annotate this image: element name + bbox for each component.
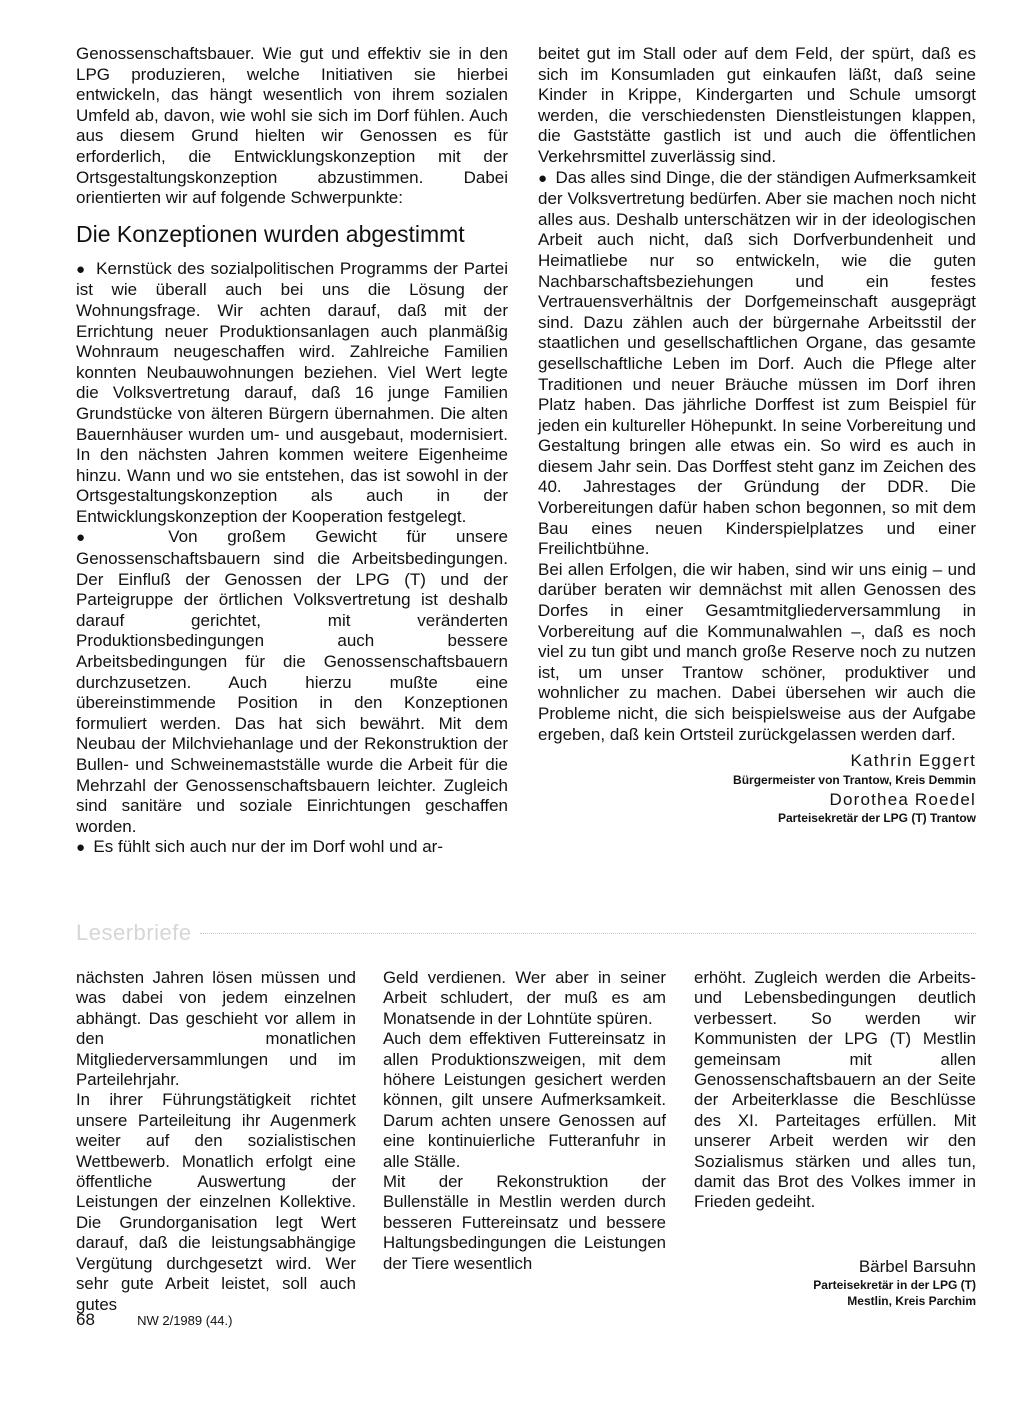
bullet-paragraph: ● Von großem Gewicht für unsere Genossenschaftsbauern sind die Arbeitsbedingungen. Der Einfluß der Genossen der LPG (T) und der Parteigruppe der örtlichen Volksvertretung ist deshalb darauf gerichtet, mit veränderten Produktionsbedingungen auch bessere Arbeitsbedingungen für die Genossenschaftsbauern durchzusetzen. Auch hierzu mußte eine übereinstimmende Position in den Konzeptionen formuliert werden. Das hat sich bewährt. Mit dem Neubau der Milchviehanlage und der Rekonstruktion der Bullen- und Schweinemastställe wurde die Arbeit für die Mehrzahl der Genossenschaftsbauern leichter. Zugleich sind sanitäre und soziale Einrichtungen geschaffen worden. xyxy=(76,527,508,837)
author-name: Kathrin Eggert xyxy=(850,751,976,771)
issue-label: NW 2/1989 (44.) xyxy=(137,1313,233,1328)
dotted-rule xyxy=(200,933,976,934)
page-number: 68 xyxy=(76,1310,95,1329)
letter-paragraph: nächsten Jahren lösen müssen und was dabei von jedem einzelnen abhängt. Das geschieht vor allem in den monatlichen Mitgliederversammlungen und im Parteilehrjahr. xyxy=(76,968,356,1090)
continued-paragraph: beitet gut im Stall oder auf dem Feld, der spürt, daß es sich im Konsumladen gut einkaufen läßt, daß seine Kinder in Krippe, Kindergarten und Schule umsorgt werden, die verschiedensten Dienstleistungen klappen, die Gaststätte gastlich ist und auch die öffentlichen Verkehrsmittel zuverlässig sind. xyxy=(538,44,976,166)
author-role: Bürgermeister von Trantow, Kreis Demmin xyxy=(733,772,976,787)
author-role: Parteisekretär in der LPG (T) xyxy=(813,1278,976,1293)
author-name: Bärbel Barsuhn xyxy=(858,1256,976,1276)
bullet-paragraph: ● Das alles sind Dinge, die der ständigen Aufmerksamkeit der Volksvertretung bedürfen. Aber sie machen noch nicht alles aus. Deshalb unterschätzen wir in der ideologischen Arbeit auch nicht, daß sich Dorfverbundenheit und Heimatliebe nur so entwickeln, wie die guten Nachbarschaftsbeziehungen und ein festes Vertrauensverhältnis der Dorfgemeinschaft ausgeprägt sind. Dazu zählen auch der bürgernahe Arbeitsstil der staatlichen und gesellschaftlichen Organe, das gesamte gesellschaftliche Leben im Dorf. Auch die Pflege alter Traditionen und neuer Bräuche müssen im Dorf ihren Platz haben. Das jährliche Dorffest ist zum Beispiel für jeden ein kultureller Höhepunkt. In seine Vorbereitung und Gestaltung bringen alle etwas ein. So wird es auch in diesem Jahr sein. Das Dorffest steht ganz im Zeichen des 40. Jahrestages der Gründung der DDR. Die Vorbereitungen dafür haben schon begonnen, so mit dem Bau eines neuen Kinderspielplatzes und einer Freilichtbühne. xyxy=(538,168,976,560)
letter-paragraph: In ihrer Führungstätigkeit richtet unsere Parteileitung ihr Augenmerk weiter auf den sozialistischen Wettbewerb. Monatlich erfolgt eine öffentliche Auswertung der Leistungen der einzelnen Kollektive. Die Grundorganisation legt Wert darauf, daß die leistungsabhängige Vergütung durchgesetzt wird. Wer sehr gute Arbeit leistet, soll auch gutes xyxy=(76,1090,356,1314)
letter-paragraph: erhöht. Zugleich werden die Arbeits- und Lebensbedingungen deutlich verbessert. So werden wir Kommunisten der LPG (T) Mestlin gemeinsam mit allen Genossenschaftsbauern an der Seite der Arbeiterklasse die Beschlüsse des XI. Parteitages erfüllen. Mit unserer Arbeit werden wir den Sozialismus stärken und alles tun, damit das Brot des Volkes immer in Frieden gedeiht. xyxy=(694,968,976,1212)
letter-paragraph: Geld verdienen. Wer aber in seiner Arbeit schludert, der muß es am Monatsende in der Lohntüte spüren. xyxy=(383,968,666,1028)
bullet-paragraph: ● Kernstück des sozialpolitischen Programms der Partei ist wie überall auch bei uns die Lösung der Wohnungsfrage. Wir achten darauf, daß mit der Errichtung neuer Produktionsanlagen auch planmäßig Wohnraum neugeschaffen wird. Zahlreiche Familien konnten Neubauwohnungen beziehen. Viel Wert legte die Volksvertretung darauf, daß 16 junge Familien Grundstücke von älteren Bürgern übernahmen. Die alten Bauernhäuser wurden um- und ausgebaut, modernisiert. In den nächsten Jahren kommen weitere Eigenheime hinzu. Wann und wo sie entstehen, das ist sowohl in der Ortsgestaltungskonzeption als auch in der Entwicklungskonzeption der Kooperation festgelegt. xyxy=(76,259,508,528)
article-column-top-right xyxy=(538,44,976,826)
article-intro: Genossenschaftsbauer. Wie gut und effektiv sie in den LPG produzieren, welche Initiativen sie hierbei entwickeln, das hängt wesentlich von ihrem sozialen Umfeld ab, davon, wie wohl sie sich im Dorf fühlen. Auch aus diesem Grund hielten wir Genossen es für erforderlich, die Entwicklungskonzeption mit der Ortsgestaltungskonzeption abzustimmen. Dabei orientierten wir auf folgende Schwerpunkte: xyxy=(76,44,508,208)
article-column-top-left xyxy=(76,44,508,859)
author-role: Mestlin, Kreis Parchim xyxy=(847,1294,976,1309)
section-heading: Die Konzeptionen wurden abgestimmt xyxy=(76,220,465,247)
letter-paragraph: Mit der Rekonstruktion der Bullenställe in Mestlin werden durch besseren Futtereinsatz und bessere Haltungsbedingungen die Leistungen der Tiere wesentlich xyxy=(383,1172,666,1273)
letter-column-3 xyxy=(694,968,976,1309)
section-label: Leserbriefe xyxy=(76,920,192,945)
page-footer xyxy=(76,1310,476,1330)
closing-paragraph: Bei allen Erfolgen, die wir haben, sind wir uns einig – und darüber beraten wir demnächst mit allen Genossen des Dorfes in einer Gesamtmitgliederversammlung in Vorbereitung auf die Kommunalwahlen –, daß es noch viel zu tun gibt und manch große Reserve noch zu nutzen ist, um unser Trantow schöner, produktiver und wohnlicher zu machen. Dabei übersehen wir auch die Probleme nicht, die sich beispielsweise aus der Aufgabe ergeben, daß kein Ortsteil zurückgelassen werden darf. xyxy=(538,559,976,744)
section-separator xyxy=(76,918,976,948)
author-name: Dorothea Roedel xyxy=(829,789,976,809)
letter-paragraph: Auch dem effektiven Futtereinsatz in allen Produktionszweigen, mit dem höhere Leistungen gesichert werden können, gilt unsere Aufmerksamkeit. Darum achten unsere Genossen auf eine kontinuierliche Futteranfuhr in alle Ställe. xyxy=(383,1029,666,1171)
letter-column-2 xyxy=(383,968,666,1274)
letter-column-1 xyxy=(76,968,356,1315)
author-role: Parteisekretär der LPG (T) Trantow xyxy=(777,811,976,826)
bullet-paragraph: ● Es fühlt sich auch nur der im Dorf wohl und ar- xyxy=(76,837,508,859)
